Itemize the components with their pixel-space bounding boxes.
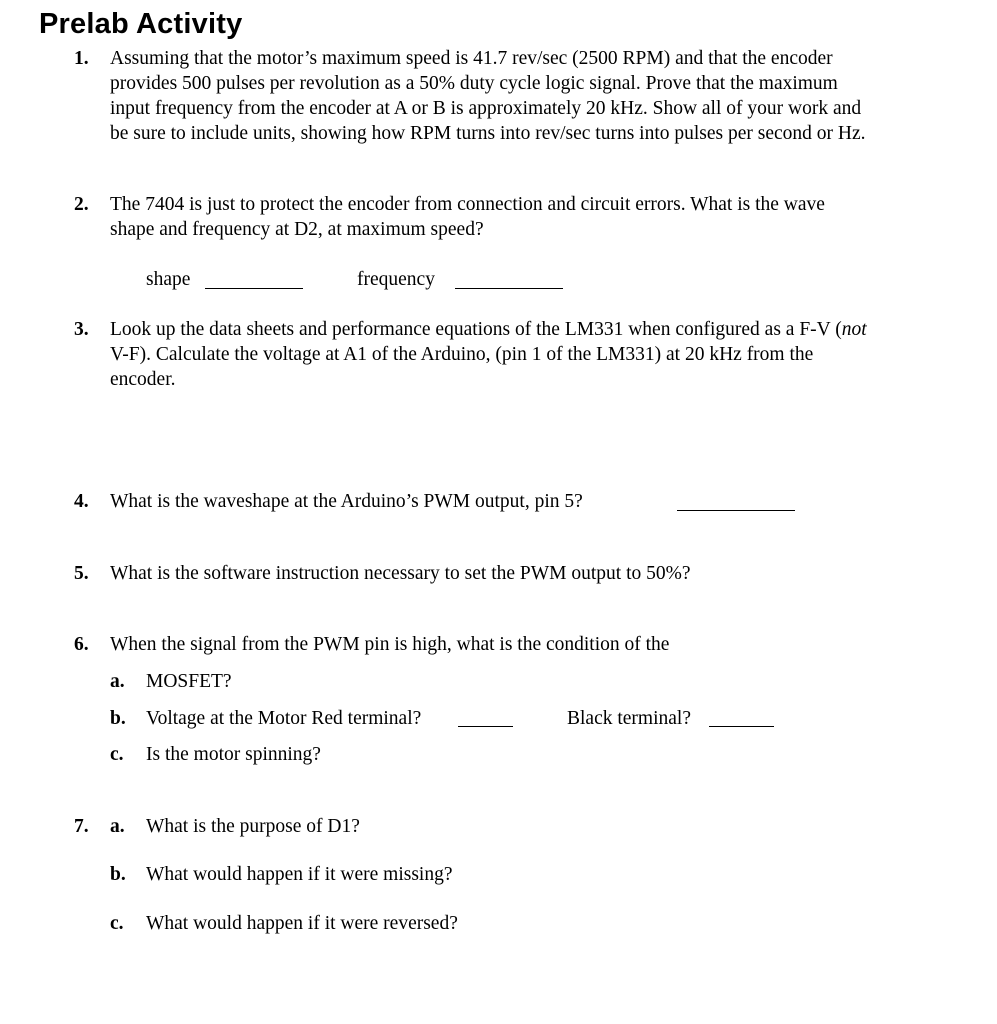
q5-text: What is the software instruction necessary to set the PWM output to 50%? <box>110 563 691 584</box>
q6-b-black-blank[interactable] <box>709 726 774 727</box>
q3-line-1 <box>110 317 867 342</box>
q2-number: 2. <box>74 194 89 215</box>
q2-frequency-blank[interactable] <box>455 288 563 289</box>
q1-line-4: be sure to include units, showing how RPM turns into rev/sec turns into pulses per second or Hz. <box>110 123 866 144</box>
q1-line-1: Assuming that the motor’s maximum speed is 41.7 rev/sec (2500 RPM) and that the encoder <box>110 48 833 69</box>
q6-number: 6. <box>74 634 89 655</box>
q6-c-label: c. <box>110 744 124 765</box>
q6-b-text: Voltage at the Motor Red terminal? <box>146 708 422 729</box>
q7-c-label: c. <box>110 913 124 934</box>
q3-line-2: V-F). Calculate the voltage at A1 of the Arduino, (pin 1 of the LM331) at 20 kHz from the <box>110 344 814 365</box>
q5-number: 5. <box>74 563 89 584</box>
q3-line-1-text: Look up the data sheets and performance equations of the LM331 when configured as a F-V ( <box>110 319 842 340</box>
q2-shape-blank[interactable] <box>205 288 303 289</box>
q6-a-text: MOSFET? <box>146 671 232 692</box>
q4-answer-blank[interactable] <box>677 510 795 511</box>
q3-number: 3. <box>74 319 89 340</box>
q1-line-2: provides 500 pulses per revolution as a 50% duty cycle logic signal. Prove that the maximum <box>110 73 838 94</box>
q3-line-3: encoder. <box>110 369 176 390</box>
q7-number: 7. <box>74 816 89 837</box>
q2-line-2: shape and frequency at D2, at maximum speed? <box>110 219 484 240</box>
q1-number: 1. <box>74 48 89 69</box>
q4-number: 4. <box>74 491 89 512</box>
q1-line-3: input frequency from the encoder at A or B is approximately 20 kHz. Show all of your work and <box>110 98 862 119</box>
q3-line-1-emphasis: not <box>841 319 867 340</box>
q2-frequency-label: frequency <box>357 269 435 290</box>
q6-a-label: a. <box>110 671 125 692</box>
q2-line-1: The 7404 is just to protect the encoder from connection and circuit errors. What is the wave <box>110 194 825 215</box>
q6-text: When the signal from the PWM pin is high, what is the condition of the <box>110 634 670 655</box>
q7-c-text: What would happen if it were reversed? <box>146 913 458 934</box>
q7-b-text: What would happen if it were missing? <box>146 864 453 885</box>
page-title: Prelab Activity <box>39 8 243 40</box>
q4-text: What is the waveshape at the Arduino’s PWM output, pin 5? <box>110 491 583 512</box>
q7-b-label: b. <box>110 864 126 885</box>
q7-a-text: What is the purpose of D1? <box>146 816 360 837</box>
q6-b-red-blank[interactable] <box>458 726 513 727</box>
q7-a-label: a. <box>110 816 125 837</box>
q6-b-black-label: Black terminal? <box>567 708 691 729</box>
q6-b-label: b. <box>110 708 126 729</box>
q6-c-text: Is the motor spinning? <box>146 744 321 765</box>
q2-shape-label: shape <box>146 269 191 290</box>
